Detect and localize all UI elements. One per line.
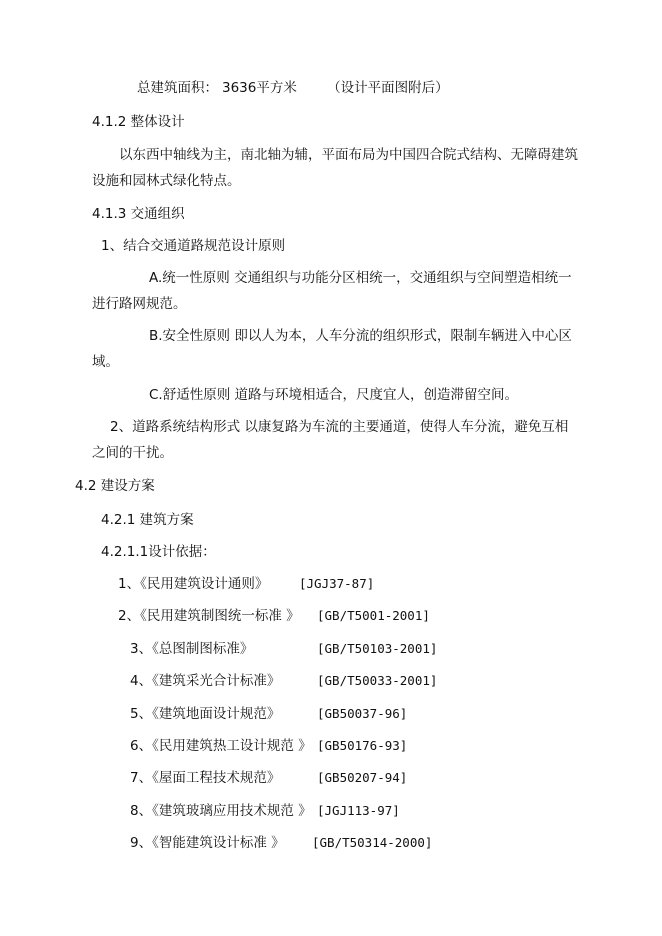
standard-num: 9、 xyxy=(130,835,153,851)
section-4-1-2-para-line2: 设施和园林式绿化特点。 xyxy=(92,173,241,189)
standard-name: 《民用建筑设计通则》 xyxy=(140,576,269,592)
standard-code: [JGJ113-97] xyxy=(317,803,400,818)
section-4-2-1-1-heading: 4.2.1.1设计依据： xyxy=(101,544,216,560)
standard-item xyxy=(130,704,280,724)
principle-b-line2: 域。 xyxy=(92,354,119,370)
standard-name: 《建筑玻璃应用技术规范 》 xyxy=(152,803,312,819)
standard-item xyxy=(130,801,312,821)
standard-num: 4、 xyxy=(130,673,153,689)
traffic-item-2-line2: 之间的干扰。 xyxy=(92,445,173,461)
standard-item xyxy=(130,671,280,691)
standard-num: 6、 xyxy=(130,738,153,754)
standard-num: 7、 xyxy=(130,770,153,786)
area-label: 总建筑面积： xyxy=(137,80,218,96)
section-4-1-3-heading: 4.1.3 交通组织 xyxy=(92,206,185,222)
standard-code: [GB50037-96] xyxy=(317,706,408,721)
standard-num: 5、 xyxy=(130,706,153,722)
standard-item xyxy=(118,574,268,594)
traffic-item-2-line1: 2、道路系统结构形式 以康复路为车流的主要通道，使得人车分流，避免互相 xyxy=(110,419,569,435)
standard-num: 8、 xyxy=(130,803,153,819)
area-note: （设计平面图附后） xyxy=(327,80,449,96)
standard-item xyxy=(130,736,312,756)
standard-code: [GB/T5001-2001] xyxy=(317,608,430,623)
principle-a-line2: 进行路网规范。 xyxy=(92,296,187,312)
principle-b-line1: B.安全性原则 即以人为本，人车分流的组织形式，限制车辆进入中心区 xyxy=(149,328,572,344)
section-4-1-2-para-line1: 以东西中轴线为主，南北轴为辅，平面布局为中国四合院式结构、无障碍建筑 xyxy=(119,147,578,163)
area-line xyxy=(137,78,449,98)
standard-item xyxy=(118,606,300,626)
standard-item xyxy=(130,639,253,659)
standard-num: 2、 xyxy=(118,608,141,624)
standard-name: 《屋面工程技术规范》 xyxy=(152,770,281,786)
standard-code: [GB50207-94] xyxy=(317,770,408,785)
standard-code: [GB/T50033-2001] xyxy=(317,673,438,688)
principle-a-line1: A.统一性原则 交通组织与功能分区相统一，交通组织与空间塑造相统一 xyxy=(149,270,572,286)
section-4-2-1-heading: 4.2.1 建筑方案 xyxy=(101,512,194,528)
standard-code: [JGJ37-87] xyxy=(299,576,375,591)
standard-name: 《建筑采光合计标准》 xyxy=(152,673,281,689)
standard-name: 《民用建筑热工设计规范 》 xyxy=(152,738,312,754)
standard-name: 《智能建筑设计标准 》 xyxy=(152,835,285,851)
standard-name: 《民用建筑制图统一标准 》 xyxy=(140,608,300,624)
standard-code: [GB50176-93] xyxy=(317,738,408,753)
principle-c-line1: C.舒适性原则 道路与环境相适合，尺度宜人，创造滞留空间。 xyxy=(149,387,519,403)
standard-num: 3、 xyxy=(130,641,153,657)
area-value: 3636平方米 xyxy=(222,80,297,96)
standard-code: [GB/T50103-2001] xyxy=(317,641,438,656)
standard-item xyxy=(130,768,280,788)
standard-name: 《总图制图标准》 xyxy=(152,641,254,657)
standard-item xyxy=(130,833,285,853)
traffic-item-1: 1、结合交通道路规范设计原则 xyxy=(101,238,286,254)
standard-num: 1、 xyxy=(118,576,141,592)
section-4-2-heading: 4.2 建设方案 xyxy=(75,478,155,494)
standard-code: [GB/T50314-2000] xyxy=(312,835,433,850)
section-4-1-2-heading: 4.1.2 整体设计 xyxy=(92,114,185,130)
standard-name: 《建筑地面设计规范》 xyxy=(152,706,281,722)
